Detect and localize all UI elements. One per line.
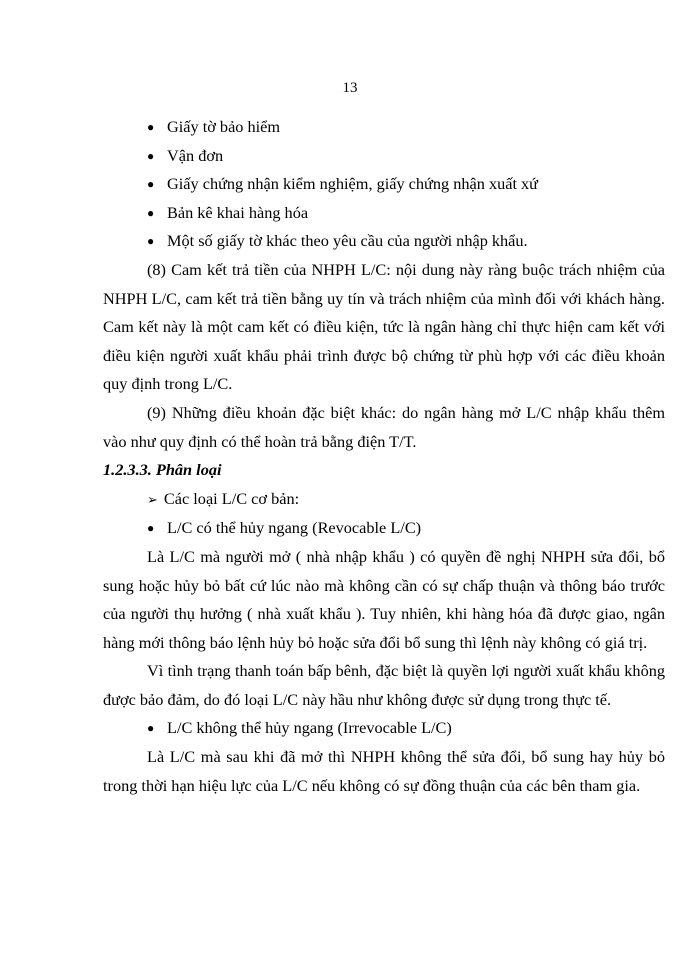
list-item — [103, 227, 665, 256]
list-item-text: L/C không thể hủy ngang (Irrevocable L/C) — [167, 718, 452, 738]
paragraph-commitment: (8) Cam kết trả tiền của NHPH L/C: nội dung này ràng buộc trách nhiệm của NHPH L/C, cam kết trả tiền bằng uy tín và trách nhiệm của mình đối với khách hàng. Cam kết này là một cam kết có điều kiện, tức là ngân hàng chỉ thực hiện cam kết với điều kiện người xuất khẩu phải trình được bộ chứng từ phù hợp với các điều khoản quy định trong L/C. — [103, 259, 665, 394]
arrow-icon: ➢ — [147, 491, 158, 507]
list-item — [103, 170, 665, 199]
bullet-icon: ● — [147, 177, 155, 192]
list-item — [103, 199, 665, 228]
bullet-icon: ● — [147, 721, 155, 736]
bullet-icon: ● — [147, 234, 155, 249]
page-number: 13 — [342, 80, 358, 96]
list-item-text: Giấy tờ bảo hiểm — [167, 117, 281, 136]
list-item-text: Vận đơn — [167, 145, 224, 165]
bullet-icon: ● — [147, 120, 155, 134]
bullet-icon: ● — [147, 205, 155, 220]
bullet-icon: ● — [147, 521, 155, 536]
section-heading: 1.2.3.3. Phân loại — [103, 460, 222, 480]
list-item — [103, 142, 665, 171]
paragraph-special-terms: (9) Những điều khoản đặc biệt khác: do ngân hàng mở L/C nhập khẩu thêm vào như quy định có thể hoàn trả bằng điện T/T. — [103, 402, 665, 451]
list-item-text: L/C có thể hủy ngang (Revocable L/C) — [167, 518, 422, 538]
arrow-list-item-text: Các loại L/C cơ bản: — [163, 488, 300, 508]
paragraph-revocable-definition: Là L/C mà người mở ( nhà nhập khẩu ) có quyền đề nghị NHPH sửa đổi, bổ sung hoặc hủy bỏ bất cứ lúc nào mà không cần có sự chấp thuận và thông báo trước của người thụ hưởng ( nhà xuất khẩu ). Tuy nhiên, khi hàng hóa đã được giao, ngân hàng mới thông báo lệnh hủy bỏ hoặc sửa đổi bổ sung thì lệnh này không có giá trị. — [103, 546, 665, 652]
list-item — [103, 514, 665, 543]
list-item — [103, 113, 665, 142]
arrow-list-item — [103, 485, 665, 515]
list-item-text: Giấy chứng nhận kiểm nghiệm, giấy chứng nhận xuất xứ — [167, 174, 539, 194]
bullet-icon: ● — [147, 148, 155, 163]
paragraph-revocable-usage: Vì tình trạng thanh toán bấp bênh, đặc biệt là quyền lợi người xuất khẩu không được bảo đảm, do đó loại L/C này hầu như không được sử dụng trong thực tế. — [103, 661, 665, 709]
paragraph-irrevocable-definition: Là L/C mà sau khi đã mở thì NHPH không thể sửa đổi, bổ sung hay hủy bỏ trong thời hạn hiệu lực của L/C nếu không có sự đồng thuận của các bên tham gia. — [103, 747, 665, 795]
document-body — [103, 113, 665, 800]
list-item — [103, 714, 665, 743]
list-item-text: Bản kê khai hàng hóa — [167, 202, 309, 222]
list-item-text: Một số giấy tờ khác theo yêu cầu của người nhập khẩu. — [167, 231, 528, 251]
